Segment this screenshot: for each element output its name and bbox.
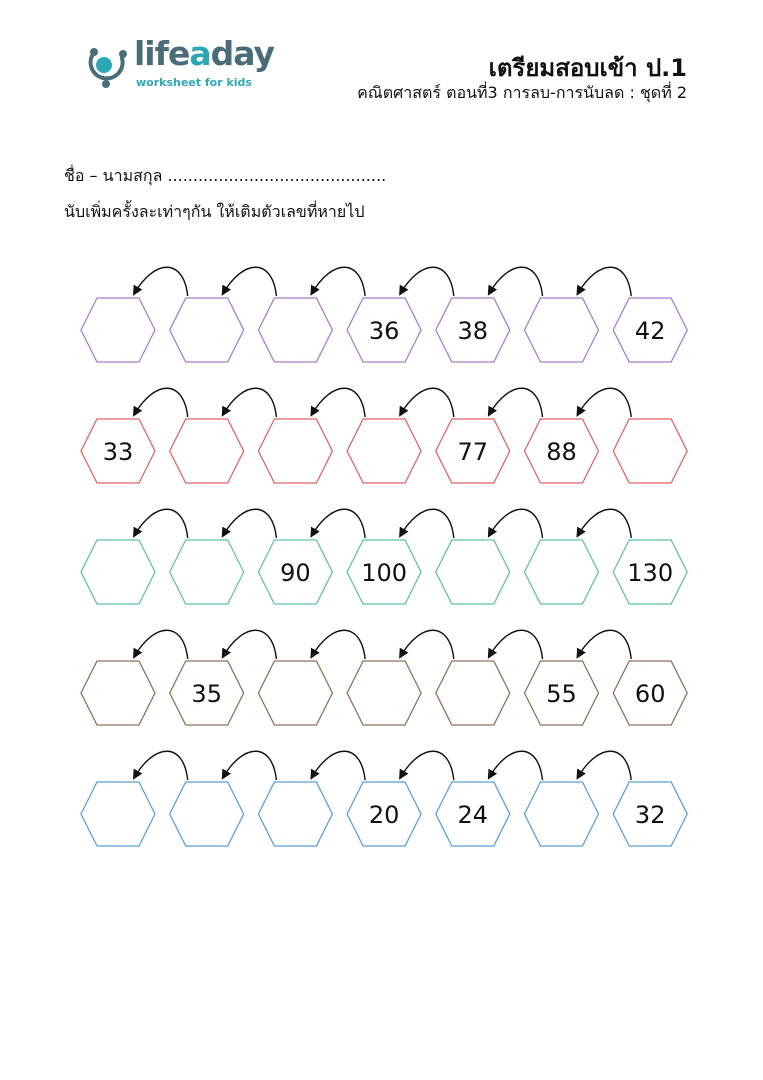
hexagon-number: 33 [102, 438, 134, 466]
hexagon-blank-cell[interactable] [81, 540, 155, 604]
hexagon-number: 77 [457, 438, 489, 466]
curved-arrow-icon [578, 751, 632, 780]
sequence-row [81, 751, 687, 846]
curved-arrow-icon [134, 509, 188, 538]
curved-arrow-icon [311, 267, 365, 296]
curved-arrow-icon [223, 267, 277, 296]
hexagon-number: 90 [280, 559, 311, 587]
hexagon-blank-cell[interactable] [170, 298, 244, 362]
brand-tagline: worksheet for kids [136, 76, 252, 89]
curved-arrow-icon [223, 751, 277, 780]
name-field-line[interactable]: ชื่อ – นามสกุล ........................................... [64, 166, 387, 185]
sequence-row [81, 267, 687, 362]
hexagon-blank-cell[interactable] [258, 782, 332, 846]
hexagon-number: 36 [368, 317, 400, 345]
hexagon-blank-cell[interactable] [258, 661, 332, 725]
curved-arrow-icon [489, 751, 543, 780]
page-subtitle: คณิตศาสตร์ ตอนที่3 การลบ-การนับลด : ชุดที่ 2 [357, 83, 687, 102]
curved-arrow-icon [134, 388, 188, 417]
curved-arrow-icon [400, 267, 454, 296]
brand-name: lifeaday [134, 34, 275, 73]
curved-arrow-icon [578, 509, 632, 538]
curved-arrow-icon [489, 509, 543, 538]
hexagon-number: 24 [457, 801, 489, 829]
curved-arrow-icon [311, 751, 365, 780]
hexagon-number: 20 [368, 801, 400, 829]
curved-arrow-icon [400, 388, 454, 417]
curved-arrow-icon [578, 267, 632, 296]
sequence-row [81, 509, 687, 604]
hexagon-number: 88 [546, 438, 577, 466]
hexagon-number: 35 [191, 680, 222, 708]
hexagon-blank-cell[interactable] [170, 782, 244, 846]
hexagon-number: 60 [634, 680, 666, 708]
curved-arrow-icon [489, 267, 543, 296]
curved-arrow-icon [489, 388, 543, 417]
curved-arrow-icon [578, 630, 632, 659]
sequence-row [81, 630, 687, 725]
hexagon-blank-cell[interactable] [525, 782, 599, 846]
hexagon-number: 130 [627, 559, 674, 587]
hexagon-blank-cell[interactable] [258, 298, 332, 362]
instruction-text: นับเพิ่มครั้งละเท่าๆกัน ให้เติมตัวเลขที่หายไป [64, 202, 365, 221]
hexagon-blank-cell[interactable] [347, 661, 421, 725]
hexagon-number: 32 [634, 801, 666, 829]
hexagon-blank-cell[interactable] [170, 540, 244, 604]
hexagon-blank-cell[interactable] [436, 661, 510, 725]
hexagon-blank-cell[interactable] [525, 540, 599, 604]
curved-arrow-icon [223, 388, 277, 417]
curved-arrow-icon [311, 388, 365, 417]
hexagon-number: 42 [634, 317, 666, 345]
hexagon-number: 38 [457, 317, 489, 345]
hexagon-blank-cell[interactable] [436, 540, 510, 604]
hexagon-blank-cell[interactable] [170, 419, 244, 483]
hexagon-blank-cell[interactable] [613, 419, 687, 483]
hexagon-blank-cell[interactable] [81, 782, 155, 846]
curved-arrow-icon [134, 751, 188, 780]
hexagon-blank-cell[interactable] [258, 419, 332, 483]
curved-arrow-icon [400, 751, 454, 780]
page-title: เตรียมสอบเข้า ป.1 [488, 54, 687, 82]
hexagon-blank-cell[interactable] [81, 298, 155, 362]
curved-arrow-icon [400, 630, 454, 659]
curved-arrow-icon [489, 630, 543, 659]
hexagon-blank-cell[interactable] [525, 298, 599, 362]
curved-arrow-icon [400, 509, 454, 538]
hexagon-number: 55 [546, 680, 577, 708]
curved-arrow-icon [223, 630, 277, 659]
curved-arrow-icon [223, 509, 277, 538]
hexagon-blank-cell[interactable] [81, 661, 155, 725]
curved-arrow-icon [311, 509, 365, 538]
hexagon-number: 100 [361, 559, 408, 587]
curved-arrow-icon [578, 388, 632, 417]
hexagon-blank-cell[interactable] [347, 419, 421, 483]
curved-arrow-icon [311, 630, 365, 659]
curved-arrow-icon [134, 267, 188, 296]
sequence-row [81, 388, 687, 483]
curved-arrow-icon [134, 630, 188, 659]
